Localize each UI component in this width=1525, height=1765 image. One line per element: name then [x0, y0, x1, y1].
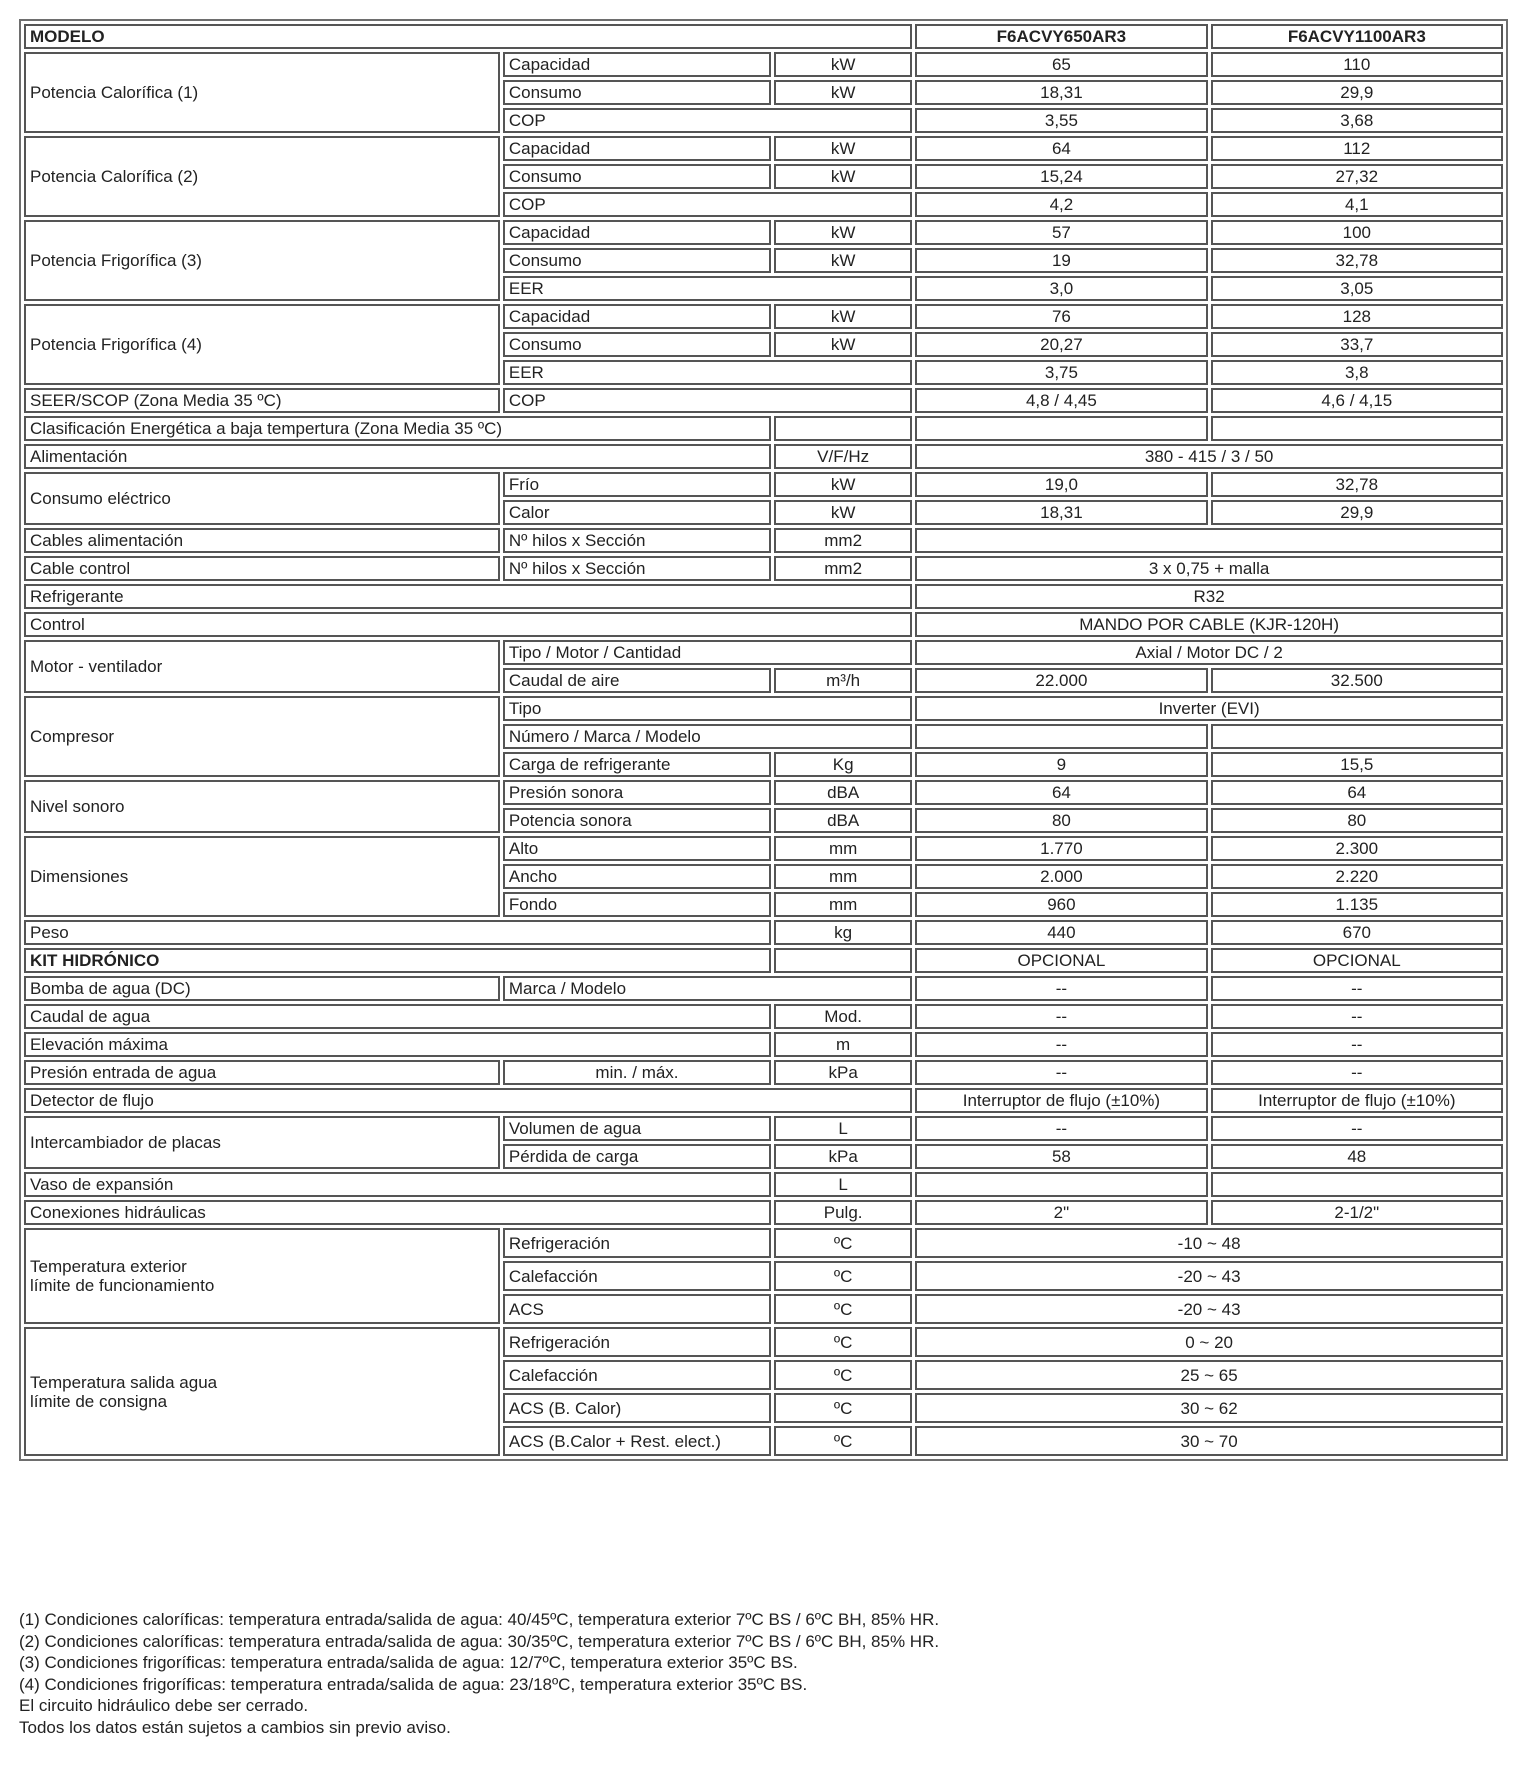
value-cell	[915, 1172, 1207, 1197]
value-cell: 1.770	[915, 836, 1207, 861]
value-cell: 19	[915, 248, 1207, 273]
table-row	[24, 1088, 1503, 1113]
value-cell: 20,27	[915, 332, 1207, 357]
table-row	[24, 780, 1503, 805]
value-cell: --	[915, 1060, 1207, 1085]
value-cell: 30 ~ 70	[915, 1426, 1503, 1456]
unit-cell: ºC	[774, 1294, 912, 1324]
param-label: Calefacción	[503, 1261, 771, 1291]
table-row	[24, 528, 1503, 553]
value-cell: 64	[915, 136, 1207, 161]
value-cell: 76	[915, 304, 1207, 329]
value-cell: 9	[915, 752, 1207, 777]
table-row	[24, 612, 1503, 637]
value-cell: 2.300	[1211, 836, 1503, 861]
row-group-label	[24, 1327, 500, 1456]
unit-cell: mm	[774, 864, 912, 889]
table-row	[24, 1327, 1503, 1357]
value-cell: 27,32	[1211, 164, 1503, 189]
unit-cell: kg	[774, 920, 912, 945]
param-label: Carga de refrigerante	[503, 752, 771, 777]
unit-cell	[774, 416, 912, 441]
param-label: ACS (B. Calor)	[503, 1393, 771, 1423]
row-group-label: Potencia Calorífica (1)	[24, 52, 500, 133]
row-group-label: Dimensiones	[24, 836, 500, 917]
value-cell: 3,75	[915, 360, 1207, 385]
value-cell: -20 ~ 43	[915, 1294, 1503, 1324]
value-cell: 670	[1211, 920, 1503, 945]
param-label: Refrigeración	[503, 1228, 771, 1258]
value-cell: --	[1211, 1116, 1503, 1141]
value-cell: Interruptor de flujo (±10%)	[915, 1088, 1207, 1113]
row-group-label: Potencia Frigorífica (4)	[24, 304, 500, 385]
param-label: Volumen de agua	[503, 1116, 771, 1141]
row-label: Cables alimentación	[24, 528, 500, 553]
row-label: Peso	[24, 920, 771, 945]
row-label: Alimentación	[24, 444, 771, 469]
value-cell: 64	[1211, 780, 1503, 805]
param-label: COP	[503, 388, 912, 413]
param-label: Marca / Modelo	[503, 976, 912, 1001]
unit-cell: ºC	[774, 1393, 912, 1423]
table-row	[24, 1172, 1503, 1197]
table-row	[24, 584, 1503, 609]
value-cell: --	[915, 1004, 1207, 1029]
unit-cell: L	[774, 1116, 912, 1141]
value-cell: 57	[915, 220, 1207, 245]
unit-cell: mm	[774, 892, 912, 917]
value-cell: 4,6 / 4,15	[1211, 388, 1503, 413]
param-label: ACS	[503, 1294, 771, 1324]
param-label: Presión sonora	[503, 780, 771, 805]
param-label: Número / Marca / Modelo	[503, 724, 912, 749]
value-cell: 18,31	[915, 500, 1207, 525]
value-cell: 2.220	[1211, 864, 1503, 889]
table-row	[24, 948, 1503, 973]
row-label: Refrigerante	[24, 584, 912, 609]
unit-cell: ºC	[774, 1426, 912, 1456]
value-cell: 2"	[915, 1200, 1207, 1225]
table-row	[24, 136, 1503, 161]
row-label: Vaso de expansión	[24, 1172, 771, 1197]
table-row	[24, 976, 1503, 1001]
table-row	[24, 444, 1503, 469]
table-row	[24, 1004, 1503, 1029]
param-label: Capacidad	[503, 220, 771, 245]
unit-cell: Kg	[774, 752, 912, 777]
value-cell: 15,24	[915, 164, 1207, 189]
value-cell: 3,0	[915, 276, 1207, 301]
value-cell: --	[915, 1032, 1207, 1057]
header-row	[24, 24, 1503, 49]
value-cell: --	[1211, 1004, 1503, 1029]
row-label: Cable control	[24, 556, 500, 581]
unit-cell: kW	[774, 80, 912, 105]
unit-cell	[774, 948, 912, 973]
value-cell: 1.135	[1211, 892, 1503, 917]
value-cell: --	[1211, 1032, 1503, 1057]
value-cell: 30 ~ 62	[915, 1393, 1503, 1423]
value-cell: 4,2	[915, 192, 1207, 217]
value-cell: 64	[915, 780, 1207, 805]
table-row	[24, 472, 1503, 497]
value-cell: --	[1211, 1060, 1503, 1085]
footnotes	[19, 1609, 939, 1739]
unit-cell: dBA	[774, 780, 912, 805]
table-row	[24, 1116, 1503, 1141]
row-label: Bomba de agua (DC)	[24, 976, 500, 1001]
spec-table	[19, 19, 1508, 1461]
param-label: Calefacción	[503, 1360, 771, 1390]
value-cell: --	[1211, 976, 1503, 1001]
value-cell: Inverter (EVI)	[915, 696, 1503, 721]
value-cell: Interruptor de flujo (±10%)	[1211, 1088, 1503, 1113]
value-cell: MANDO POR CABLE (KJR-120H)	[915, 612, 1503, 637]
param-label: Consumo	[503, 80, 771, 105]
unit-cell: mm2	[774, 556, 912, 581]
row-label: SEER/SCOP (Zona Media 35 ºC)	[24, 388, 500, 413]
value-cell: 4,8 / 4,45	[915, 388, 1207, 413]
value-cell: --	[915, 1116, 1207, 1141]
unit-cell: kW	[774, 136, 912, 161]
value-cell: 3,8	[1211, 360, 1503, 385]
row-group-label-line: límite de funcionamiento	[30, 1276, 215, 1295]
row-label: Control	[24, 612, 912, 637]
param-label: EER	[503, 360, 912, 385]
footnote: (4) Condiciones frigoríficas: temperatura entrada/salida de agua: 23/18ºC, temperatura exterior 35ºC BS.	[19, 1674, 808, 1694]
value-cell: 3,05	[1211, 276, 1503, 301]
value-cell: 440	[915, 920, 1207, 945]
unit-cell: kW	[774, 500, 912, 525]
unit-cell: dBA	[774, 808, 912, 833]
footnote: El circuito hidráulico debe ser cerrado.	[19, 1696, 309, 1716]
table-row	[24, 920, 1503, 945]
table-row	[24, 52, 1503, 77]
value-cell	[915, 416, 1207, 441]
value-cell: 25 ~ 65	[915, 1360, 1503, 1390]
param-label: Alto	[503, 836, 771, 861]
unit-cell: m³/h	[774, 668, 912, 693]
row-group-label: Potencia Calorífica (2)	[24, 136, 500, 217]
value-cell: OPCIONAL	[1211, 948, 1503, 973]
table-row	[24, 836, 1503, 861]
value-cell: R32	[915, 584, 1503, 609]
row-group-label: Potencia Frigorífica (3)	[24, 220, 500, 301]
value-cell: -20 ~ 43	[915, 1261, 1503, 1291]
row-label: Presión entrada de agua	[24, 1060, 500, 1085]
unit-cell: ºC	[774, 1327, 912, 1357]
footnote: (2) Condiciones caloríficas: temperatura entrada/salida de agua: 30/35ºC, temperatura exterior 7ºC BS / 6ºC BH, 85% HR.	[19, 1631, 940, 1651]
param-label: Refrigeración	[503, 1327, 771, 1357]
row-label: Detector de flujo	[24, 1088, 912, 1113]
param-label: Tipo	[503, 696, 912, 721]
row-group-label: Compresor	[24, 696, 500, 777]
value-cell: 18,31	[915, 80, 1207, 105]
value-cell: --	[915, 976, 1207, 1001]
param-label: Nº hilos x Sección	[503, 528, 771, 553]
param-label: Capacidad	[503, 136, 771, 161]
param-label: Capacidad	[503, 304, 771, 329]
unit-cell: ºC	[774, 1228, 912, 1258]
unit-cell: m	[774, 1032, 912, 1057]
param-label: COP	[503, 192, 912, 217]
unit-cell: Pulg.	[774, 1200, 912, 1225]
value-cell: 110	[1211, 52, 1503, 77]
param-label: EER	[503, 276, 912, 301]
param-label: Nº hilos x Sección	[503, 556, 771, 581]
unit-cell: ºC	[774, 1261, 912, 1291]
footnote: Todos los datos están sujetos a cambios sin previo aviso.	[19, 1717, 451, 1737]
value-cell: 22.000	[915, 668, 1207, 693]
value-cell: 960	[915, 892, 1207, 917]
param-label: min. / máx.	[503, 1060, 771, 1085]
param-label: Potencia sonora	[503, 808, 771, 833]
unit-cell: kW	[774, 248, 912, 273]
value-cell: 0 ~ 20	[915, 1327, 1503, 1357]
param-label: Consumo	[503, 248, 771, 273]
value-cell: 19,0	[915, 472, 1207, 497]
row-group-label-line: Temperatura exterior	[30, 1257, 187, 1276]
value-cell: 29,9	[1211, 500, 1503, 525]
unit-cell: kW	[774, 52, 912, 77]
row-group-label: Intercambiador de placas	[24, 1116, 500, 1169]
value-cell	[1211, 416, 1503, 441]
value-cell: 4,1	[1211, 192, 1503, 217]
value-cell: 15,5	[1211, 752, 1503, 777]
value-cell: 29,9	[1211, 80, 1503, 105]
param-label: Tipo / Motor / Cantidad	[503, 640, 912, 665]
value-cell: 32.500	[1211, 668, 1503, 693]
value-cell: 3 x 0,75 + malla	[915, 556, 1503, 581]
table-row	[24, 220, 1503, 245]
value-cell: 32,78	[1211, 248, 1503, 273]
unit-cell: kW	[774, 472, 912, 497]
value-cell	[915, 724, 1207, 749]
param-label: ACS (B.Calor + Rest. elect.)	[503, 1426, 771, 1456]
row-group-label-line: Temperatura salida agua	[30, 1372, 218, 1392]
param-label: COP	[503, 108, 912, 133]
unit-cell: kW	[774, 304, 912, 329]
value-cell	[1211, 1172, 1503, 1197]
value-cell: 32,78	[1211, 472, 1503, 497]
footnote: (3) Condiciones frigoríficas: temperatura entrada/salida de agua: 12/7ºC, temperatura exterior 35ºC BS.	[19, 1653, 798, 1673]
table-row	[24, 1032, 1503, 1057]
table-row	[24, 416, 1503, 441]
value-cell: -10 ~ 48	[915, 1228, 1503, 1258]
value-cell: 380 - 415 / 3 / 50	[915, 444, 1503, 469]
param-label: Frío	[503, 472, 771, 497]
unit-cell: L	[774, 1172, 912, 1197]
row-label: Clasificación Energética a baja tempertura (Zona Media 35 ºC)	[24, 416, 771, 441]
table-row	[24, 304, 1503, 329]
unit-cell: kPa	[774, 1060, 912, 1085]
row-group-label: Motor - ventilador	[24, 640, 500, 693]
model-name: F6ACVY1100AR3	[1211, 24, 1503, 49]
value-cell	[1211, 724, 1503, 749]
value-cell: 2.000	[915, 864, 1207, 889]
unit-cell: kW	[774, 220, 912, 245]
spec-sheet	[19, 19, 1508, 1461]
unit-cell: mm2	[774, 528, 912, 553]
value-cell: 3,55	[915, 108, 1207, 133]
unit-cell: kPa	[774, 1144, 912, 1169]
table-row	[24, 696, 1503, 721]
param-label: Calor	[503, 500, 771, 525]
unit-cell: kW	[774, 164, 912, 189]
unit-cell: kW	[774, 332, 912, 357]
table-row	[24, 1060, 1503, 1085]
param-label: Pérdida de carga	[503, 1144, 771, 1169]
value-cell: 128	[1211, 304, 1503, 329]
section-heading: KIT HIDRÓNICO	[24, 948, 771, 973]
value-cell: 65	[915, 52, 1207, 77]
value-cell: 58	[915, 1144, 1207, 1169]
row-group-label-line: límite de consigna	[30, 1391, 168, 1411]
value-cell: OPCIONAL	[915, 948, 1207, 973]
param-label: Consumo	[503, 164, 771, 189]
table-row	[24, 640, 1503, 665]
table-row	[24, 1200, 1503, 1225]
model-name: F6ACVY650AR3	[915, 24, 1207, 49]
row-label: Caudal de agua	[24, 1004, 771, 1029]
param-label: Consumo	[503, 332, 771, 357]
footnote: (1) Condiciones caloríficas: temperatura entrada/salida de agua: 40/45ºC, temperatura exterior 7ºC BS / 6ºC BH, 85% HR.	[19, 1610, 940, 1629]
value-cell: 112	[1211, 136, 1503, 161]
value-cell: 100	[1211, 220, 1503, 245]
row-group-label: Consumo eléctrico	[24, 472, 500, 525]
table-row	[24, 388, 1503, 413]
row-group-label: Nivel sonoro	[24, 780, 500, 833]
param-label: Ancho	[503, 864, 771, 889]
value-cell: Axial / Motor DC / 2	[915, 640, 1503, 665]
table-row	[24, 556, 1503, 581]
param-label: Fondo	[503, 892, 771, 917]
table-row	[24, 1228, 1503, 1258]
row-group-label	[24, 1228, 500, 1324]
unit-cell: mm	[774, 836, 912, 861]
param-label: Capacidad	[503, 52, 771, 77]
value-cell: 2-1/2"	[1211, 1200, 1503, 1225]
unit-cell: V/F/Hz	[774, 444, 912, 469]
value-cell: 80	[1211, 808, 1503, 833]
value-cell: 48	[1211, 1144, 1503, 1169]
param-label: Caudal de aire	[503, 668, 771, 693]
value-cell	[915, 528, 1503, 553]
value-cell: 33,7	[1211, 332, 1503, 357]
value-cell: 3,68	[1211, 108, 1503, 133]
row-label: Elevación máxima	[24, 1032, 771, 1057]
row-label: Conexiones hidráulicas	[24, 1200, 771, 1225]
unit-cell: ºC	[774, 1360, 912, 1390]
unit-cell: Mod.	[774, 1004, 912, 1029]
value-cell: 80	[915, 808, 1207, 833]
model-label: MODELO	[24, 24, 912, 49]
